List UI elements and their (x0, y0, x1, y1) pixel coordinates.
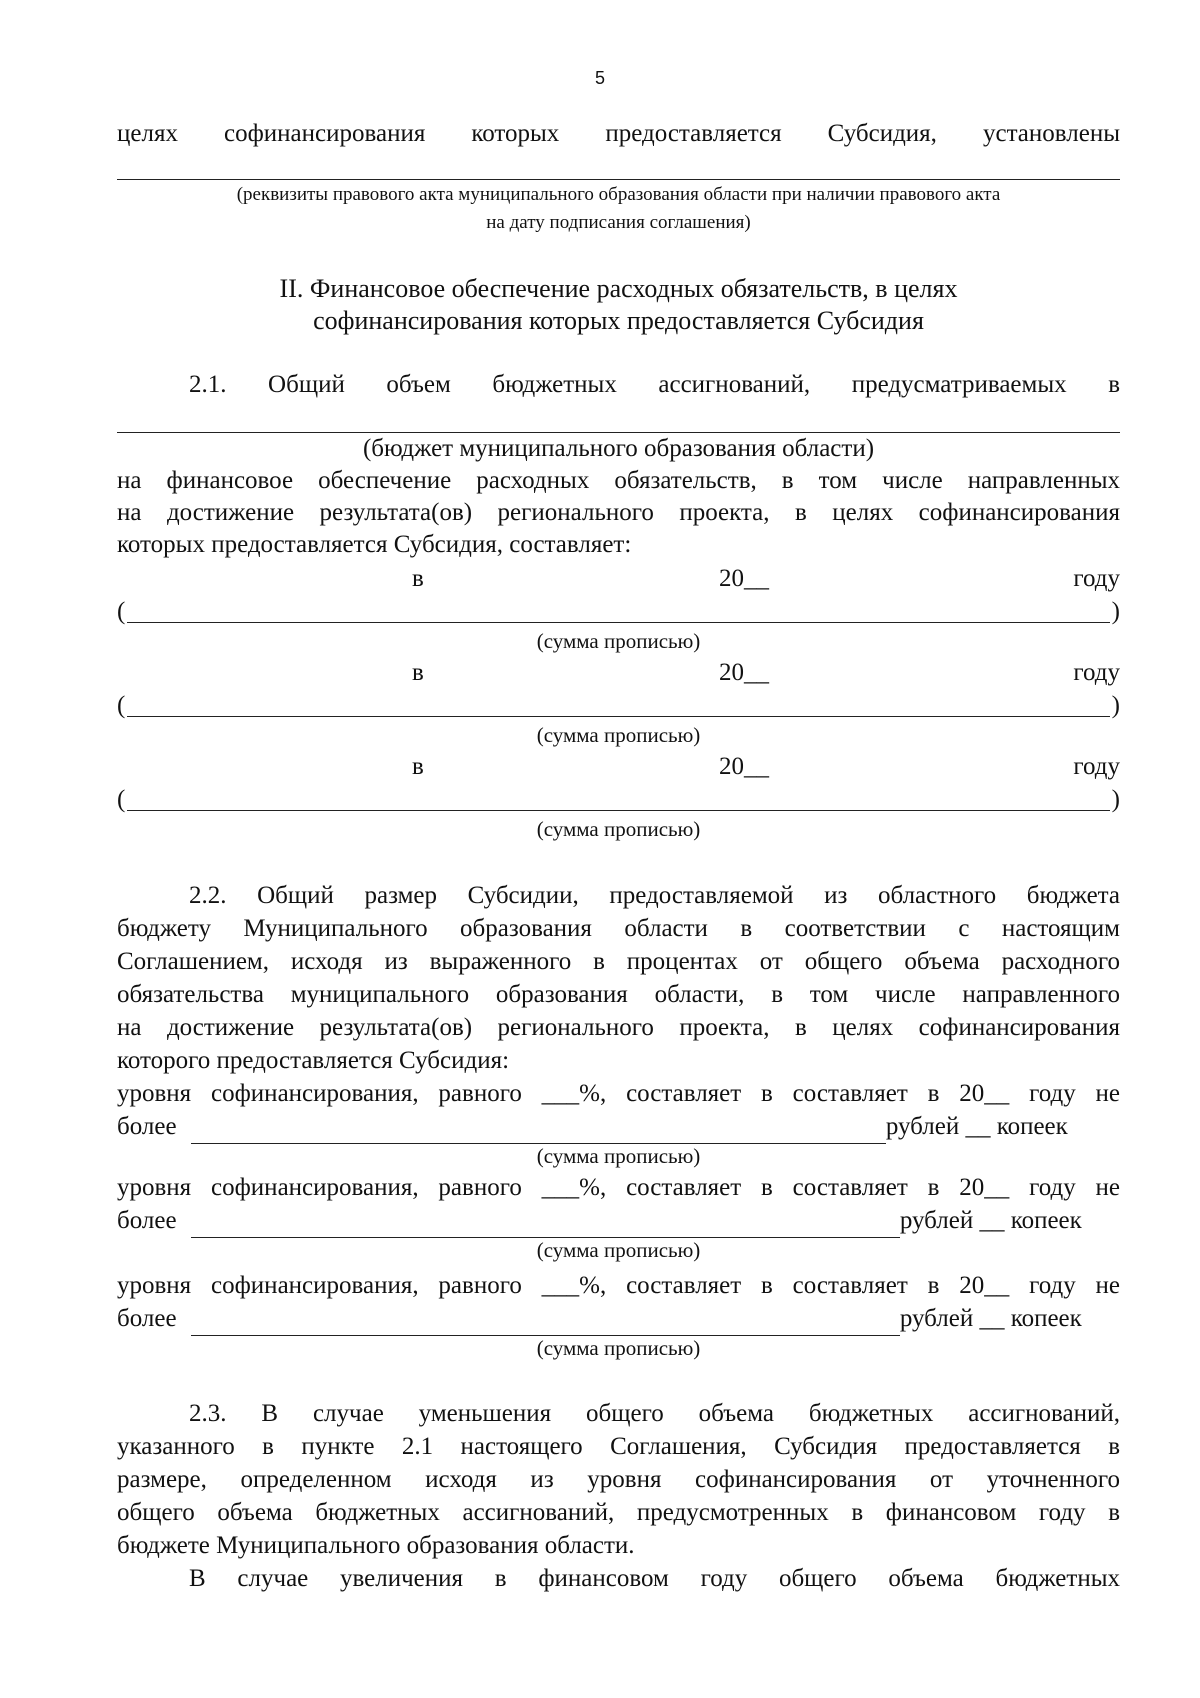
close-paren: ) (1111, 692, 1120, 719)
rub-kop-label: рублей __ копеек (899, 1207, 1082, 1234)
budget-note: (бюджет муниципального образования области) (362, 435, 875, 462)
p21-line-3: на достижение результата(ов) регионального проекта, в целях софинансирования (117, 499, 1120, 526)
section-title-line-2: софинансирования которых предоставляется Субсидия (313, 306, 924, 335)
level-amount-row (117, 1303, 1120, 1336)
rub-kop-label: рублей __ копеек (885, 1113, 1068, 1140)
level-line: уровня софинансирования, равного ___%, составляет в составляет в 20__ году не (117, 1080, 1120, 1107)
intro-line: целях софинансирования которых предоставляется Субсидия, установлены (117, 120, 1120, 147)
level-amount-row (117, 1205, 1120, 1238)
p22-line-2: бюджету Муниципального образования области в соответствии с настоящим (117, 915, 1120, 942)
year-row (117, 657, 1120, 689)
year-suffix: году (1073, 753, 1120, 780)
year-row (117, 563, 1120, 595)
amount-blank[interactable] (127, 622, 1110, 623)
act-note-line-1: (реквизиты правового акта муниципального образования области при наличии правового акта (236, 184, 1001, 205)
bolee-label: более (117, 1113, 177, 1140)
p23-line-5: бюджете Муниципального образования области. (117, 1532, 635, 1559)
p21-line-4: которых предоставляется Субсидия, составляет: (117, 531, 632, 558)
p22-line-6: которого предоставляется Субсидия: (117, 1047, 510, 1074)
rub-kop-label: рублей __ копеек (899, 1305, 1082, 1332)
bolee-label: более (117, 1305, 177, 1332)
amount-note: (сумма прописью) (536, 1238, 701, 1262)
level-amount-row (117, 1111, 1120, 1144)
amount-note: (сумма прописью) (536, 817, 701, 841)
level-line: уровня софинансирования, равного ___%, составляет в составляет в 20__ году не (117, 1272, 1120, 1299)
year-prefix: в (412, 753, 424, 780)
amount-note: (сумма прописью) (536, 629, 701, 653)
close-paren: ) (1111, 598, 1120, 625)
p22-line-1: 2.2. Общий размер Субсидии, предоставляемой из областного бюджета (189, 882, 1120, 909)
year-prefix: в (412, 565, 424, 592)
year-field[interactable]: 20__ (719, 565, 769, 592)
amount-row (117, 596, 1120, 628)
year-suffix: году (1073, 659, 1120, 686)
page-number: 5 (594, 68, 605, 88)
p23-line-1: 2.3. В случае уменьшения общего объема бюджетных ассигнований, (189, 1400, 1120, 1427)
p23-line-2: указанного в пункте 2.1 настоящего Соглашения, Субсидия предоставляется в (117, 1433, 1120, 1460)
amount-blank[interactable] (191, 1111, 886, 1144)
p23-line-4: общего объема бюджетных ассигнований, предусмотренных в финансовом году в (117, 1499, 1120, 1526)
p23-line-6: В случае увеличения в финансовом году общего объема бюджетных (189, 1565, 1120, 1592)
bolee-label: более (117, 1207, 177, 1234)
level-line: уровня софинансирования, равного ___%, составляет в составляет в 20__ году не (117, 1174, 1120, 1201)
amount-blank[interactable] (127, 716, 1110, 717)
year-field[interactable]: 20__ (719, 753, 769, 780)
year-prefix: в (412, 659, 424, 686)
close-paren: ) (1111, 786, 1120, 813)
year-field[interactable]: 20__ (719, 659, 769, 686)
amount-row (117, 784, 1120, 816)
amount-blank[interactable] (191, 1205, 900, 1238)
year-row (117, 751, 1120, 783)
amount-blank[interactable] (127, 810, 1110, 811)
amount-note: (сумма прописью) (536, 723, 701, 747)
amount-row (117, 690, 1120, 722)
amount-blank[interactable] (191, 1303, 900, 1336)
open-paren: ( (117, 692, 126, 719)
act-blank-line (117, 179, 1120, 180)
open-paren: ( (117, 786, 126, 813)
amount-note: (сумма прописью) (536, 1144, 701, 1168)
p21-line-2: на финансовое обеспечение расходных обязательств, в том числе направленных (117, 467, 1120, 494)
open-paren: ( (117, 598, 126, 625)
p22-line-5: на достижение результата(ов) регионального проекта, в целях софинансирования (117, 1014, 1120, 1041)
section-title-line-1: II. Финансовое обеспечение расходных обязательств, в целях (279, 274, 958, 303)
p22-line-3: Соглашением, исходя из выраженного в процентах от общего объема расходного (117, 948, 1120, 975)
year-suffix: году (1073, 565, 1120, 592)
p21-line-1: 2.1. Общий объем бюджетных ассигнований, предусматриваемых в (189, 371, 1120, 398)
act-note-line-2: на дату подписания соглашения) (486, 212, 751, 233)
p23-line-3: размере, определенном исходя из уровня софинансирования от уточненного (117, 1466, 1120, 1493)
p22-line-4: обязательства муниципального образования области, в том числе направленного (117, 981, 1120, 1008)
amount-note: (сумма прописью) (536, 1336, 701, 1360)
